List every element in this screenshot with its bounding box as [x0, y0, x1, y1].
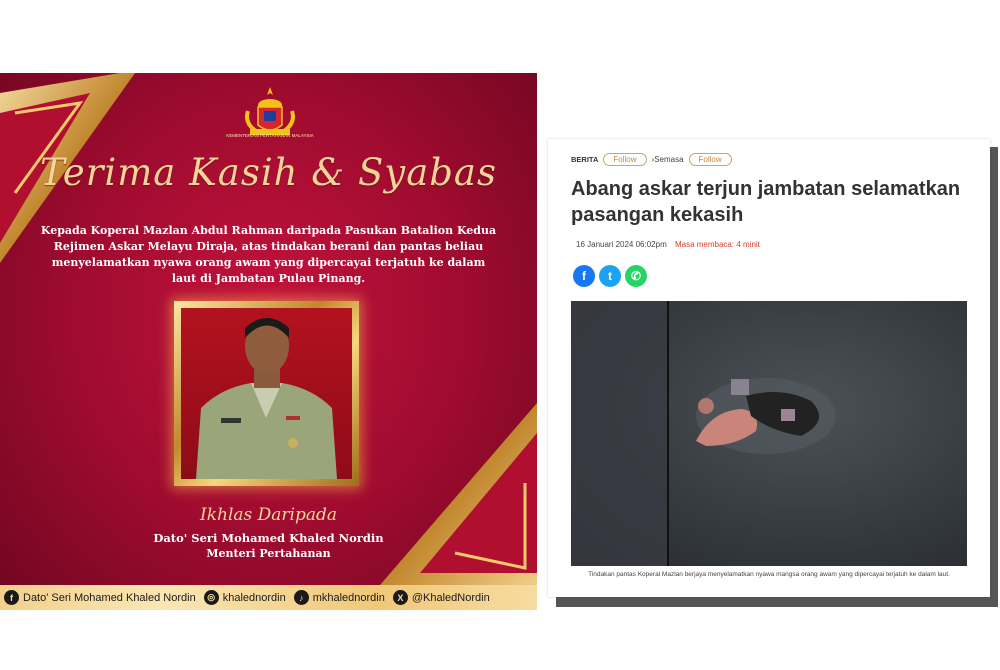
article-meta — [576, 240, 760, 249]
crest-caption: KEMENTERIAN PERTAHANAN MALAYSIA — [226, 133, 314, 138]
follow-button[interactable]: Follow — [689, 153, 732, 166]
subcategory-link[interactable]: ›Semasa — [651, 155, 684, 164]
sender-name: Dato' Seri Mohamed Khaled Nordin — [153, 531, 384, 545]
from-label: Ikhlas Daripada — [199, 505, 338, 525]
facebook-icon[interactable]: f — [573, 265, 595, 287]
social-handles-bar — [0, 585, 537, 610]
social-handle: khalednordin — [222, 591, 286, 604]
read-time: Masa membaca: 4 minit — [674, 240, 760, 249]
category-link[interactable]: BERITA — [571, 155, 599, 164]
social-facebook — [4, 590, 196, 605]
social-handle: @KhaledNordin — [411, 591, 490, 604]
sender-role: Menteri Pertahanan — [206, 547, 331, 560]
soldier-photo — [181, 308, 352, 479]
social-instagram — [204, 590, 286, 605]
poster-message: Kepada Koperal Mazlan Abdul Rahman daripada Pasukan Batalion Kedua Rejimen Askar Melayu Diraja, atas tindakan berani dan pantas beliau menyelamatkan nyawa orang awam yang dipercayai terjatuh ke dalam laut di Jambatan Pulau Pinang. — [40, 224, 497, 285]
facebook-icon: f — [4, 590, 19, 605]
social-x — [393, 590, 490, 605]
instagram-icon: ◎ — [204, 590, 219, 605]
twitter-icon[interactable]: t — [599, 265, 621, 287]
tiktok-icon: ♪ — [294, 590, 309, 605]
image-caption: Tindakan pantas Koperal Mazlan berjaya menyelamatkan nyawa mangsa orang awam yang dipercayai terjatuh ke dalam laut. — [588, 571, 950, 578]
follow-button[interactable]: Follow — [603, 153, 646, 166]
article-image — [571, 301, 967, 566]
breadcrumb — [571, 153, 732, 166]
soldier-photo-frame — [174, 301, 359, 486]
share-buttons — [573, 265, 647, 287]
x-icon: X — [393, 590, 408, 605]
poster-title: Terima Kasih & Syabas — [40, 151, 497, 194]
article-headline: Abang askar terjun jambatan selamatkan pasangan kekasih — [571, 178, 961, 226]
social-tiktok — [294, 590, 385, 605]
social-handle: mkhalednordin — [312, 591, 385, 604]
publish-date: 16 Januari 2024 06:02pm — [576, 240, 667, 249]
social-handle: Dato' Seri Mohamed Khaled Nordin — [23, 591, 196, 604]
thank-you-poster — [0, 73, 537, 610]
news-article-card — [548, 139, 990, 597]
whatsapp-icon[interactable]: ✆ — [625, 265, 647, 287]
